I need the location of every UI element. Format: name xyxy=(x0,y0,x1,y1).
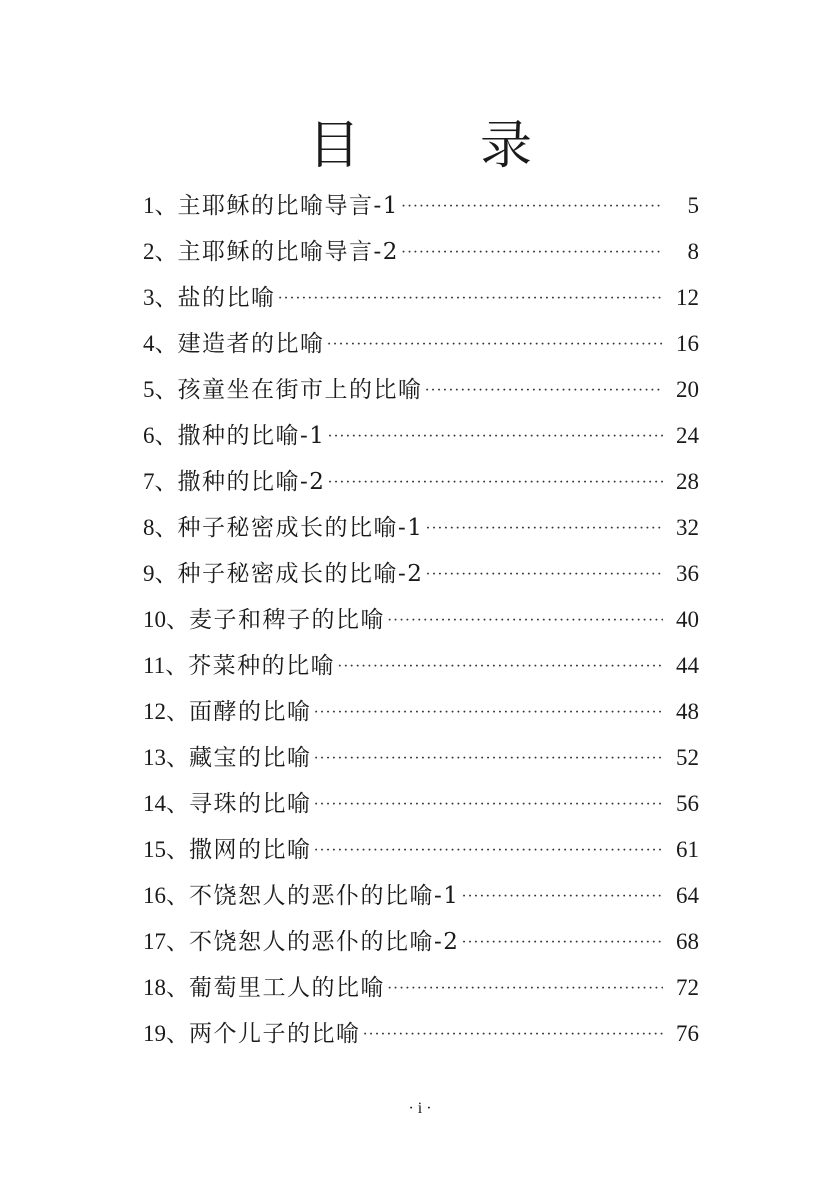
toc-entry-title: 面酵的比喻 xyxy=(189,699,312,725)
toc-entry-number: 7、 xyxy=(143,469,178,494)
toc-entry-page: 61 xyxy=(676,837,699,862)
toc-entry-page: 44 xyxy=(676,653,699,678)
toc-entry-number: 11、 xyxy=(143,653,189,678)
toc-dot-leader xyxy=(401,230,663,276)
toc-entry-page: 24 xyxy=(676,423,699,448)
toc-entry-number: 19、 xyxy=(143,1021,189,1046)
toc-dot-leader xyxy=(425,552,663,598)
toc-dot-leader xyxy=(425,506,663,552)
toc-entry[interactable] xyxy=(143,689,699,735)
toc-dot-leader xyxy=(314,782,664,828)
toc-entry-number: 18、 xyxy=(143,975,189,1000)
toc-entry[interactable] xyxy=(143,827,699,873)
toc-entry-page: 52 xyxy=(676,745,699,770)
toc-dot-leader xyxy=(327,460,663,506)
toc-dot-leader xyxy=(387,598,663,644)
toc-dot-leader xyxy=(314,828,664,874)
toc-dot-leader xyxy=(387,966,663,1012)
toc-entry[interactable] xyxy=(143,919,699,965)
toc-entry-title: 寻珠的比喻 xyxy=(189,791,312,817)
toc-entry-page: 8 xyxy=(687,239,699,264)
toc-entry-title: 撒网的比喻 xyxy=(189,837,312,863)
toc-entry-page: 28 xyxy=(676,469,699,494)
toc-entry[interactable] xyxy=(143,643,699,689)
toc-dot-leader xyxy=(363,1012,664,1058)
toc-entry-title: 建造者的比喻 xyxy=(177,331,325,357)
toc-entry-number: 8、 xyxy=(143,515,178,540)
page-number-footer: · i · xyxy=(408,1100,432,1117)
toc-entry[interactable] xyxy=(143,183,699,229)
toc-entry-number: 15、 xyxy=(143,837,189,862)
toc-entry[interactable] xyxy=(143,229,699,275)
toc-entry-page: 76 xyxy=(676,1021,699,1046)
toc-dot-leader xyxy=(314,736,664,782)
toc-entry-number: 17、 xyxy=(143,929,189,954)
toc-entry[interactable] xyxy=(143,873,699,919)
toc-entry-title: 盐的比喻 xyxy=(177,285,276,311)
toc-entry-number: 14、 xyxy=(143,791,189,816)
toc-entry-number: 3、 xyxy=(143,285,178,310)
toc-entry[interactable] xyxy=(143,321,699,367)
toc-entry-number: 6、 xyxy=(143,423,178,448)
toc-dot-leader xyxy=(278,276,664,322)
toc-dot-leader xyxy=(425,368,664,414)
toc-entry-title: 藏宝的比喻 xyxy=(189,745,312,771)
table-of-contents xyxy=(143,183,699,1057)
toc-entry[interactable] xyxy=(143,551,699,597)
toc-entry-title: 不饶恕人的恶仆的比喻-1 xyxy=(189,883,460,909)
toc-entry-number: 5、 xyxy=(143,377,178,402)
toc-entry-page: 5 xyxy=(687,193,699,218)
toc-entry[interactable] xyxy=(143,505,699,551)
toc-entry-number: 4、 xyxy=(143,331,178,356)
toc-dot-leader xyxy=(327,322,664,368)
toc-entry-title: 不饶恕人的恶仆的比喻-2 xyxy=(189,929,460,955)
toc-dot-leader xyxy=(337,644,663,690)
page-title: 目 录 xyxy=(307,116,566,176)
toc-entry[interactable] xyxy=(143,735,699,781)
toc-entry[interactable] xyxy=(143,459,699,505)
toc-entry-title: 孩童坐在街市上的比喻 xyxy=(177,377,423,403)
toc-entry-title: 撒种的比喻-1 xyxy=(177,423,326,449)
toc-entry-title: 种子秘密成长的比喻-1 xyxy=(177,515,424,541)
toc-entry-page: 48 xyxy=(676,699,699,724)
toc-entry[interactable] xyxy=(143,781,699,827)
toc-entry-page: 68 xyxy=(676,929,699,954)
toc-entry-title: 葡萄里工人的比喻 xyxy=(189,975,385,1001)
toc-entry-page: 16 xyxy=(676,331,699,356)
toc-entry-title: 两个儿子的比喻 xyxy=(189,1021,361,1047)
toc-entry[interactable] xyxy=(143,597,699,643)
toc-dot-leader xyxy=(461,874,663,920)
toc-entry-title: 芥菜种的比喻 xyxy=(188,653,336,679)
toc-entry-page: 40 xyxy=(676,607,699,632)
toc-entry-page: 12 xyxy=(676,285,699,310)
toc-entry-page: 64 xyxy=(676,883,699,908)
toc-entry-page: 20 xyxy=(676,377,699,402)
toc-entry[interactable] xyxy=(143,367,699,413)
toc-entry-title: 主耶稣的比喻导言-1 xyxy=(177,193,399,219)
toc-entry-number: 9、 xyxy=(143,561,178,586)
toc-entry[interactable] xyxy=(143,413,699,459)
toc-entry-title: 撒种的比喻-2 xyxy=(177,469,326,495)
toc-entry-title: 种子秘密成长的比喻-2 xyxy=(177,561,424,587)
toc-entry-page: 32 xyxy=(676,515,699,540)
toc-dot-leader xyxy=(461,920,663,966)
toc-dot-leader xyxy=(327,414,663,460)
toc-entry-number: 12、 xyxy=(143,699,189,724)
toc-entry-number: 16、 xyxy=(143,883,189,908)
toc-entry-number: 13、 xyxy=(143,745,189,770)
toc-dot-leader xyxy=(314,690,664,736)
toc-entry-number: 2、 xyxy=(143,239,178,264)
toc-entry-page: 36 xyxy=(676,561,699,586)
toc-entry-number: 1、 xyxy=(143,193,178,218)
toc-entry[interactable] xyxy=(143,275,699,321)
toc-entry[interactable] xyxy=(143,1011,699,1057)
toc-entry-title: 主耶稣的比喻导言-2 xyxy=(177,239,399,265)
toc-entry[interactable] xyxy=(143,965,699,1011)
toc-entry-page: 72 xyxy=(676,975,699,1000)
toc-dot-leader xyxy=(401,184,663,230)
toc-entry-number: 10、 xyxy=(143,607,189,632)
toc-entry-page: 56 xyxy=(676,791,699,816)
toc-entry-title: 麦子和稗子的比喻 xyxy=(189,607,385,633)
